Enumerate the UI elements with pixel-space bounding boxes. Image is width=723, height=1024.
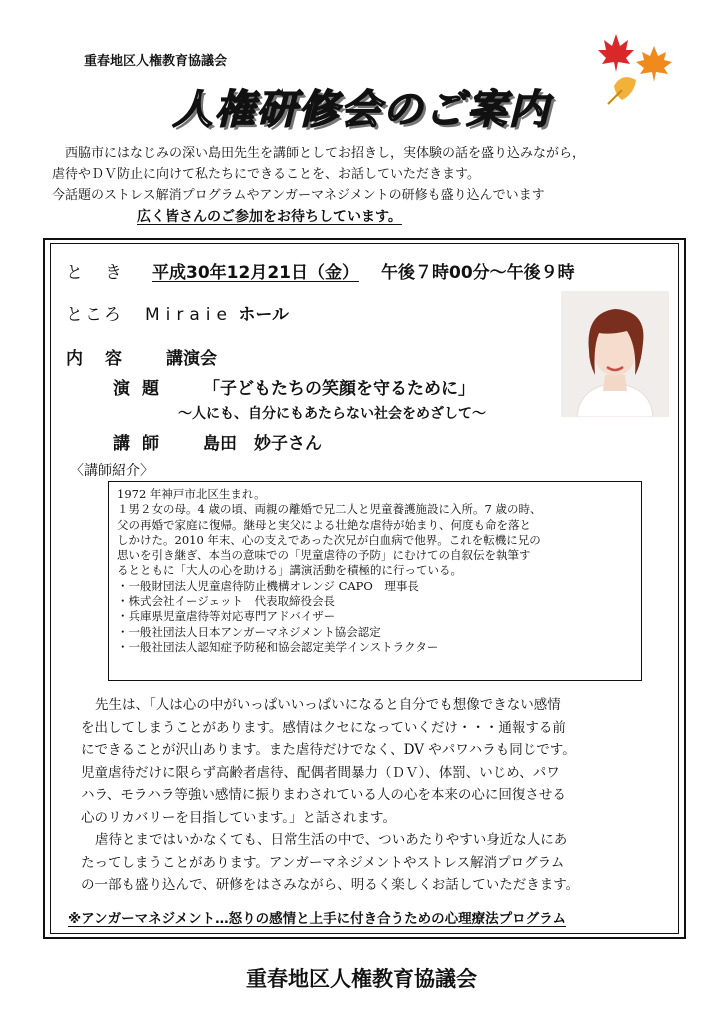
body-line: 虐待とまではいかなくても、日常生活の中で、ついあたりやすい身近な人にあ bbox=[95, 832, 568, 848]
bio-line: 父の再婚で家庭に復帰。継母と実父による壮絶な虐待が始まり、何度も命を落と bbox=[117, 517, 531, 532]
event-date: 平成30年12月21日（金） bbox=[152, 263, 359, 283]
role-item: ・一般財団法人児童虐待防止機構オレンジ CAPO 理事長 bbox=[117, 578, 419, 593]
page-title: 人権研修会のご案内 bbox=[172, 87, 551, 133]
lecturer-row bbox=[113, 429, 322, 454]
profile-heading: 〈講師紹介〉 bbox=[70, 463, 154, 479]
body-line: ハラ、モラハラ等強い感情に振りまわされている人の心を本来の心に回復させる bbox=[81, 787, 566, 803]
bio-line: しかけた。2010 年末、心の支えであった次兄が白血病で他界。これを転機に兄の bbox=[117, 532, 541, 547]
intro-line: 西脇市にはなじみの深い島田先生を講師としてお招きし，実体験の話を盛り込みながら， bbox=[65, 146, 586, 161]
body-line: 心のリカバリーを目指しています。」と話されます。 bbox=[81, 809, 396, 826]
bio-line: １男２女の母。4 歳の頃、両親の離婚で兄二人と児童養護施設に入所。7 歳の時、 bbox=[117, 502, 542, 517]
body-line: たってしまうことがあります。アンガーマネジメントやストレス解消プログラム bbox=[81, 854, 565, 871]
intro-line: 今話題のストレス解消プログラムやアンガーマネジメントの研修も盛り込んでいます bbox=[52, 188, 545, 203]
role-item: ・株式会社イージェット 代表取締役会長 bbox=[117, 594, 336, 609]
role-item: ・一般社団法人認知症予防秘和協会認定美学インストラクター bbox=[117, 639, 439, 654]
body-line: 児童虐待だけに限らず高齢者虐待、配偶者間暴力（ＤＶ）、体罰、いじめ、パワ bbox=[81, 764, 560, 781]
venue-hall: ホール bbox=[238, 305, 290, 325]
lecturer-photo bbox=[561, 291, 669, 417]
lecture-subject: 「子どもたちの笑顔を守るために」 bbox=[203, 379, 475, 399]
orange-maple-leaf-icon bbox=[636, 46, 672, 82]
description-paragraph bbox=[81, 694, 671, 897]
lecture-subject-row bbox=[113, 374, 475, 399]
body-line: を出してしまうことがあります。感情はクセになっていくだけ・・・通報する前 bbox=[81, 719, 566, 736]
event-place-row bbox=[66, 300, 289, 325]
date-label: とき bbox=[66, 263, 144, 283]
event-time: 午後７時00分～午後９時 bbox=[380, 263, 575, 283]
role-item: ・一般社団法人日本アンガーマネジメント協会認定 bbox=[117, 624, 381, 639]
venue-name: Miraie bbox=[145, 305, 233, 325]
bio-line: 1972 年神戸市北区生まれ。 bbox=[117, 487, 266, 501]
content-label: 内容 bbox=[66, 349, 144, 369]
bio-line: るとともに「大人の心を助ける」講演活動を積極的に行っている。 bbox=[117, 563, 462, 578]
intro-line: 虐待やＤＶ防止に向けて私たちにできることを、お話していただきます。 bbox=[52, 167, 480, 182]
organizer-name-top: 重春地区人権教育協議会 bbox=[84, 54, 228, 69]
organizer-name-bottom: 重春地区人権教育協議会 bbox=[246, 967, 477, 991]
event-content: 講演会 bbox=[166, 349, 217, 369]
anger-management-note: ※アンガーマネジメント…怒りの感情と上手に付き合うための心理療法プログラム bbox=[68, 911, 567, 927]
body-line: 先生は、「人は心の中がいっぱいいっぱいになると自分でも想像できない感情 bbox=[95, 697, 561, 713]
bio-line: 思いを引き継ぎ、本当の意味での「児童虐待の予防」にむけての自叙伝を執筆す bbox=[117, 548, 531, 563]
lecturer-name: 島田 妙子さん bbox=[203, 434, 322, 454]
lecturer-label: 講師 bbox=[113, 434, 171, 454]
body-line: にできることが沢山あります。また虐待だけでなく、DV やパワハラも同じです。 bbox=[81, 742, 576, 758]
lecturer-roles-list bbox=[117, 579, 633, 655]
body-line: の一部も盛り込んで、研修をはさみながら、明るく楽しくお話していただきます。 bbox=[81, 877, 580, 893]
lecturer-biography bbox=[108, 481, 642, 681]
place-label: ところ bbox=[66, 305, 123, 325]
red-maple-leaf-icon bbox=[598, 34, 634, 72]
event-date-row bbox=[66, 258, 575, 283]
subject-label: 演題 bbox=[113, 379, 171, 399]
role-item: ・兵庫県児童虐待等対応専門アドバイザー bbox=[117, 609, 336, 624]
lecture-subtitle: ～人にも、自分にもあたらない社会をめざして～ bbox=[178, 406, 486, 422]
welcome-message: 広く皆さんのご参加をお待ちしています。 bbox=[137, 209, 402, 225]
intro-paragraph bbox=[52, 143, 692, 206]
event-content-row bbox=[66, 344, 217, 369]
